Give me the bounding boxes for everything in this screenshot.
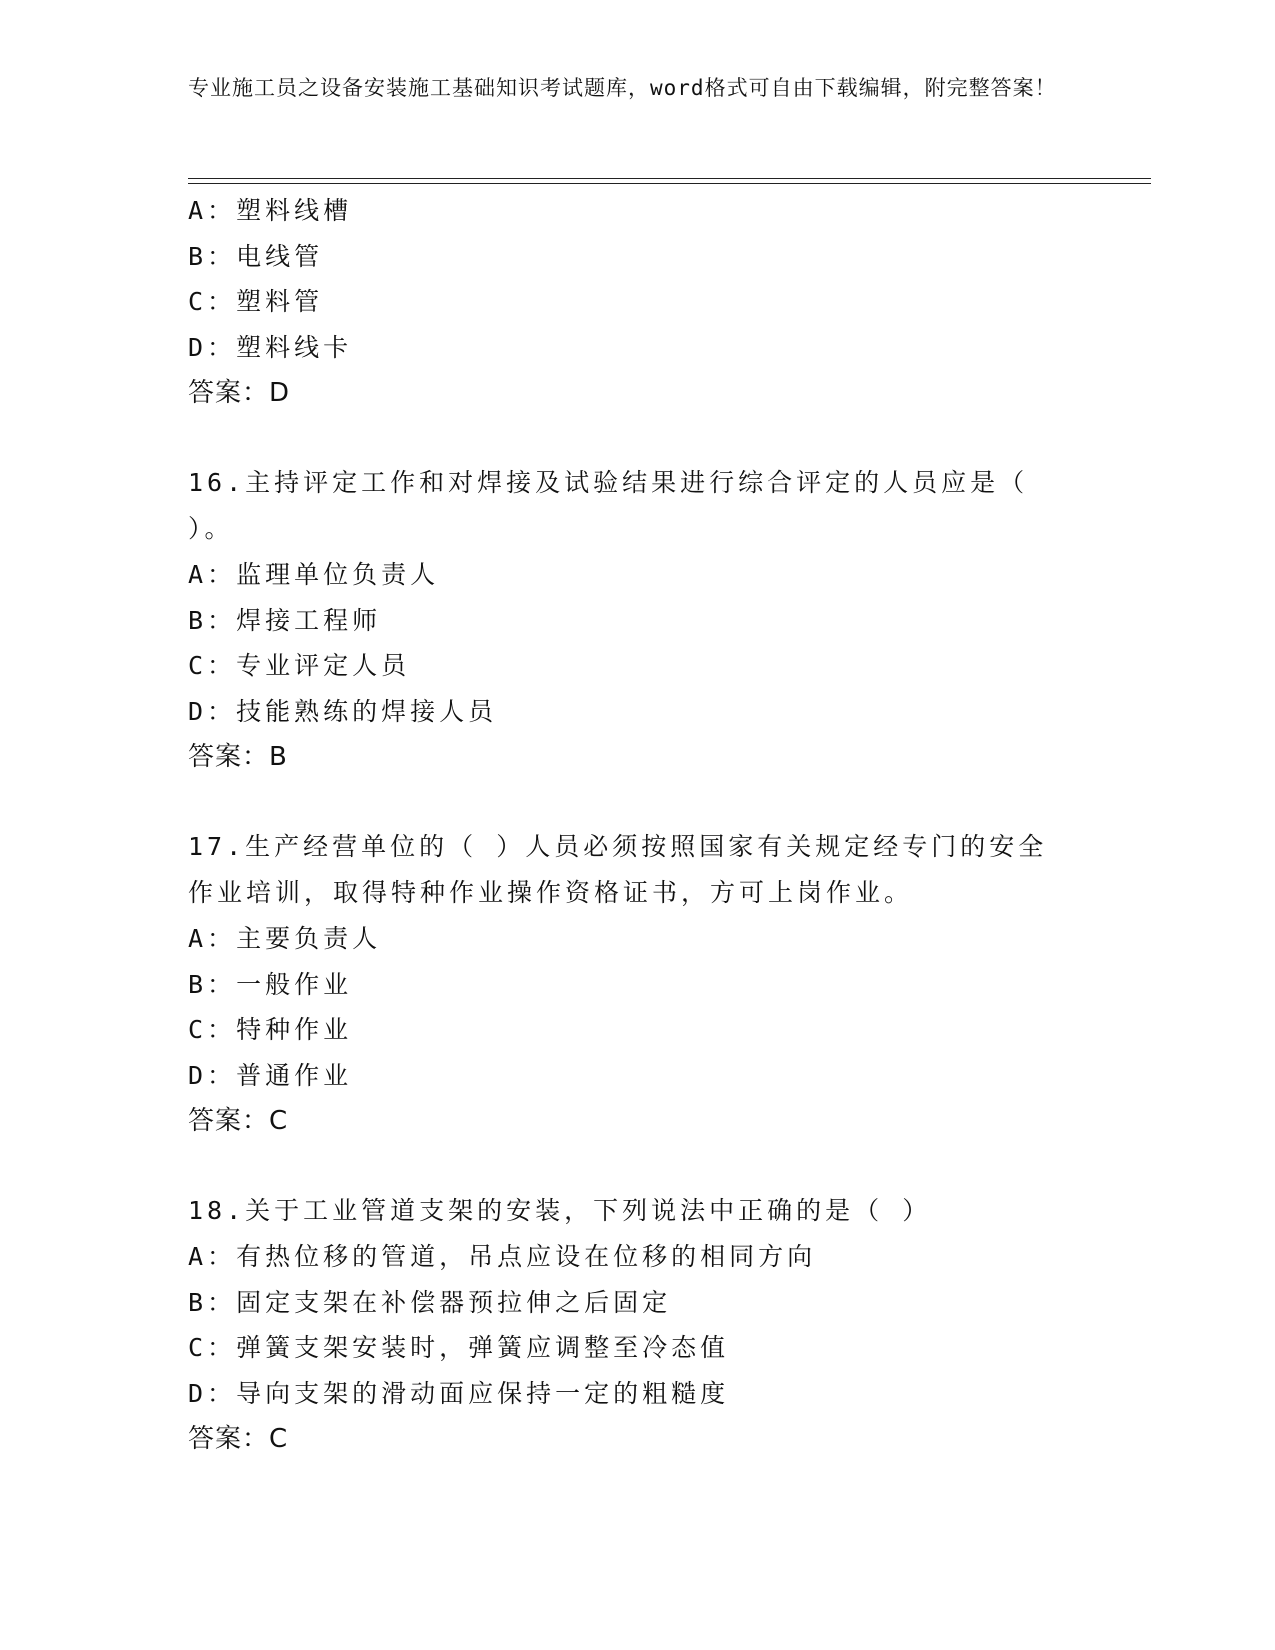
question-stem: 16.主持评定工作和对焊接及试验结果进行综合评定的人员应是（ ）。: [188, 468, 1029, 543]
option-text: 技能熟练的焊接人员: [236, 696, 498, 726]
option-text: 有热位移的管道，吊点应设在位移的相同方向: [236, 1242, 817, 1271]
option-text: 固定支架在补偿器预拉伸之后固定: [236, 1287, 672, 1317]
option-b: [188, 1280, 1068, 1326]
answer: 答案：B: [188, 742, 288, 772]
option-text: 弹簧支架安装时，弹簧应调整至冷态值: [236, 1333, 730, 1362]
document-header: 专业施工员之设备安装施工基础知识考试题库，word格式可自由下载编辑，附完整答案！: [188, 76, 1057, 100]
header-rule-bottom: [188, 183, 1151, 184]
option-letter: D：: [188, 696, 237, 726]
option-text: 导向支架的滑动面应保持一定的粗糙度: [236, 1378, 730, 1408]
option-a: [188, 916, 1068, 962]
option-c: [188, 279, 1068, 325]
option-letter: A：: [188, 924, 237, 953]
option-text: 普通作业: [236, 1060, 353, 1090]
answer: 答案：C: [188, 1106, 289, 1136]
question-18: [188, 1188, 1068, 1462]
option-a: [188, 188, 1068, 234]
question-15: [188, 188, 1068, 416]
option-letter: D：: [188, 1060, 237, 1090]
question-list: [188, 188, 1068, 1462]
option-letter: C：: [188, 1015, 237, 1044]
option-text: 焊接工程师: [236, 605, 382, 635]
option-letter: B：: [188, 605, 237, 635]
question-stem: 18.关于工业管道支架的安装，下列说法中正确的是（ ）: [188, 1196, 932, 1225]
option-b: [188, 598, 1068, 644]
option-c: [188, 643, 1068, 689]
option-text: 塑料线槽: [236, 196, 353, 225]
option-d: [188, 689, 1068, 735]
option-c: [188, 1325, 1068, 1371]
question-16: [188, 460, 1068, 780]
answer: 答案：C: [188, 1424, 289, 1454]
option-letter: D：: [188, 332, 237, 362]
option-text: 特种作业: [236, 1015, 353, 1044]
option-b: [188, 962, 1068, 1008]
option-letter: A：: [188, 196, 237, 225]
option-text: 一般作业: [236, 969, 353, 999]
option-text: 主要负责人: [236, 924, 382, 953]
option-d: [188, 325, 1068, 371]
question-stem: 17.生产经营单位的（ ）人员必须按照国家有关规定经专门的安全作业培训，取得特种作业操作资格证书，方可上岗作业。: [188, 832, 1048, 907]
question-17: [188, 824, 1068, 1144]
option-letter: B：: [188, 241, 237, 271]
option-d: [188, 1371, 1068, 1417]
answer: 答案：D: [188, 378, 291, 408]
option-b: [188, 234, 1068, 280]
option-letter: C：: [188, 287, 237, 316]
option-letter: B：: [188, 969, 237, 999]
option-letter: C：: [188, 651, 237, 680]
option-a: [188, 552, 1068, 598]
option-text: 专业评定人员: [236, 651, 411, 680]
option-text: 电线管: [236, 241, 324, 271]
option-text: 监理单位负责人: [236, 560, 440, 589]
option-a: [188, 1234, 1068, 1280]
option-letter: A：: [188, 560, 237, 589]
option-letter: D：: [188, 1378, 237, 1408]
option-letter: C：: [188, 1333, 237, 1362]
option-c: [188, 1007, 1068, 1053]
option-text: 塑料线卡: [236, 332, 353, 362]
option-letter: A：: [188, 1242, 237, 1271]
option-letter: B：: [188, 1287, 237, 1317]
option-text: 塑料管: [236, 287, 324, 316]
option-d: [188, 1053, 1068, 1099]
header-rule-top: [188, 178, 1151, 179]
